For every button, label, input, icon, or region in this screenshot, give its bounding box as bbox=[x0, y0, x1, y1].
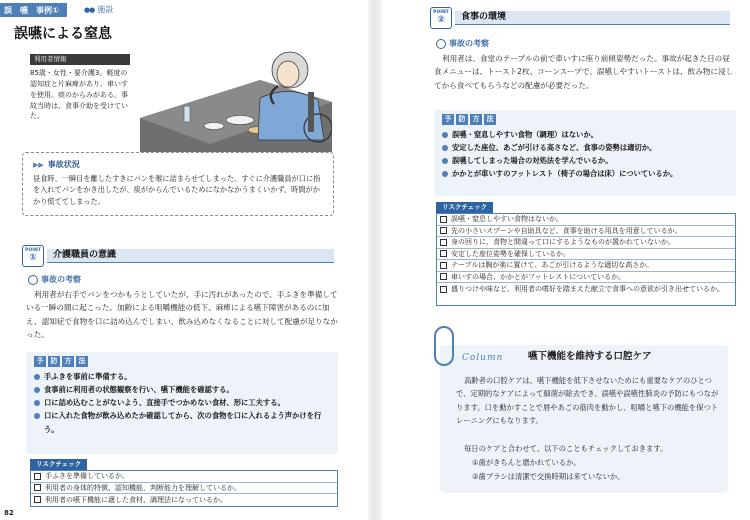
page-title: 誤嚥による窒息 bbox=[14, 26, 112, 42]
checkbox[interactable] bbox=[34, 496, 41, 503]
risk-item: 車いすの場合、かかとがフットレストについているか。 bbox=[437, 272, 735, 284]
paperclip-icon bbox=[434, 326, 454, 366]
risk-item: 先の小さいスプーンや自助具など、食事を助ける用具を用意しているか。 bbox=[437, 226, 735, 238]
prevention-heading: 予 防 方 法 bbox=[34, 356, 330, 367]
point-2-badge: POINT ② bbox=[430, 7, 452, 29]
prevention-heading: 予 防 方 法 bbox=[442, 114, 728, 125]
risk-item: 利用者の身体的特徴、認知機能、判断能力を理解しているか。 bbox=[31, 483, 337, 495]
checkbox[interactable] bbox=[34, 473, 41, 480]
user-info-text: 85歳・女性・要介護3。軽度の認知症と片麻痺があり、車いすを使用。痰のからみがある。事故当時は、食事介助を受けていた。 bbox=[30, 69, 128, 121]
prevention-box-right bbox=[434, 110, 736, 196]
column-check-1: ①歯がきちんと磨かれているか。 bbox=[472, 458, 581, 467]
column-sub: 毎日のケアと合わせて、以下のこともチェックしておきます。 bbox=[464, 444, 668, 453]
lightbulb-icon bbox=[436, 39, 446, 49]
left-page bbox=[0, 0, 370, 520]
consideration-heading-right: 事故の考察 bbox=[436, 38, 489, 50]
checkbox[interactable] bbox=[440, 273, 447, 280]
checkbox[interactable] bbox=[440, 216, 447, 223]
column-check-2: ②歯ブラシは清潔で交換時期は来ていないか。 bbox=[472, 472, 625, 481]
checkbox[interactable] bbox=[440, 286, 447, 293]
dots-icon: ●● bbox=[84, 5, 95, 14]
user-info-label: 利用者情報 bbox=[30, 54, 130, 65]
point-1-heading bbox=[22, 248, 334, 264]
risk-item: 手ふきを準備しているか。 bbox=[31, 471, 337, 483]
risk-item: 盛りつけや味など、利用者の嗜好を踏まえた献立で食事への意欲が引き出せているか。 bbox=[437, 283, 735, 305]
point-2-title: 食事の環境 bbox=[455, 11, 730, 25]
situation-text: 昼食時、一瞬目を離したすきにパンを喉に詰まらせてしまった。すぐに介護職員が口に指を入れてパンをかき出したが、痰がからんでいるためになかなかうまくいかず、時間がかかり慌ててしまった。 bbox=[33, 173, 321, 206]
checkbox[interactable] bbox=[34, 484, 41, 491]
consideration-heading-left: 事故の考察 bbox=[28, 274, 81, 286]
meal-illustration bbox=[140, 40, 332, 152]
right-page bbox=[380, 0, 750, 520]
prevention-item: 安定した座位、あごが引ける高さなど、食事の姿勢は適切か。 bbox=[442, 141, 728, 154]
prevention-item: 食事前に利用者の状態観察を行い、嚥下機能を確認する。 bbox=[34, 383, 330, 396]
point-2-heading bbox=[430, 10, 730, 26]
prevention-item: 口に入れた食物が飲み込めたか確認してから、次の食物を口に入れるよう声かけを行う。 bbox=[34, 409, 330, 435]
point-1-badge: POINT ① bbox=[22, 245, 44, 267]
risk-check-table-right bbox=[436, 213, 736, 306]
consideration-text-right: 利用者は、食堂のテーブルの前で車いすに座り前傾姿勢だった。事故が起きた日の昼食メニューは、トースト2枚、コーンスープで、誤嚥しやすいトーストは、飲み物に浸してから食べてもらうなどの配慮が必要だった。 bbox=[434, 54, 734, 90]
risk-item: 利用者の嚥下機能に適した食材、調理法になっているか。 bbox=[31, 494, 337, 506]
prevention-item: 手ふきを事前に準備する。 bbox=[34, 370, 330, 383]
risk-item: 安定した座位姿勢を確保しているか。 bbox=[437, 249, 735, 261]
checkbox[interactable] bbox=[440, 250, 447, 257]
checkbox[interactable] bbox=[440, 262, 447, 269]
chevron-right-icon: ▶▶ bbox=[33, 160, 44, 169]
prevention-item: 誤嚥してしまった場合の対処法を学んでいるか。 bbox=[442, 154, 728, 167]
prevention-item: かかとが車いすのフットレスト（椅子の場合は床）についているか。 bbox=[442, 167, 728, 180]
consideration-text-left: 利用者が右手でパンをつかもうとしていたが、手に汚れがあったので、手ふきを準備している一瞬の間に起こった。加齢による咀嚼機能の低下、麻痺による嚥下障害があるのに加え、認知症で食物を口に詰め込んでしまい、飲み込めなくなることに対して配慮が足りなかった。 bbox=[26, 290, 338, 339]
risk-check-label-left: リスクチェック bbox=[30, 459, 87, 470]
column-title: 嚥下機能を維持する口腔ケア bbox=[528, 351, 652, 362]
column-word: Column bbox=[462, 353, 504, 363]
prevention-item: 誤嚥・窒息しやすい食物（調理）はないか。 bbox=[442, 128, 728, 141]
column-text: 高齢者の口腔ケアは、嚥下機能を低下させないためにも重要なケアのひとつで、定期的なケアによって細菌が除去でき、誤嚥や誤嚥性肺炎の予防にもつながります。口を動かすことで唇やあごの筋肉を動かし、咀嚼と嚥下の機能を保つトレーニングにもなります。 bbox=[456, 376, 719, 426]
lightbulb-icon bbox=[28, 275, 38, 285]
checkbox[interactable] bbox=[440, 227, 447, 234]
facility-tag-label: 施設 bbox=[97, 5, 114, 14]
situation-heading: 事故状況 bbox=[47, 160, 80, 169]
prevention-item: 口に詰め込むことがないよう、直接手でつかめない食材、形に工夫する。 bbox=[34, 396, 330, 409]
checkbox[interactable] bbox=[440, 239, 447, 246]
page-number: 82 bbox=[4, 509, 14, 517]
risk-item: テーブルは胸が楽に置けて、あごが引けるような適切な高さか。 bbox=[437, 260, 735, 272]
prevention-box-left bbox=[26, 352, 338, 454]
case-header-tab: 誤 嚥 事例① bbox=[0, 3, 67, 17]
situation-box bbox=[22, 152, 334, 216]
risk-check-label-right: リスクチェック bbox=[436, 202, 493, 213]
point-1-title: 介護職員の意識 bbox=[47, 249, 334, 263]
risk-item: 誤嚥・窒息しやすい食物はないか。 bbox=[437, 214, 735, 226]
risk-item: 身の回りに、食物と間違って口にするようなものが置かれていないか。 bbox=[437, 237, 735, 249]
risk-check-table-left bbox=[30, 470, 338, 507]
facility-tag bbox=[84, 4, 113, 16]
